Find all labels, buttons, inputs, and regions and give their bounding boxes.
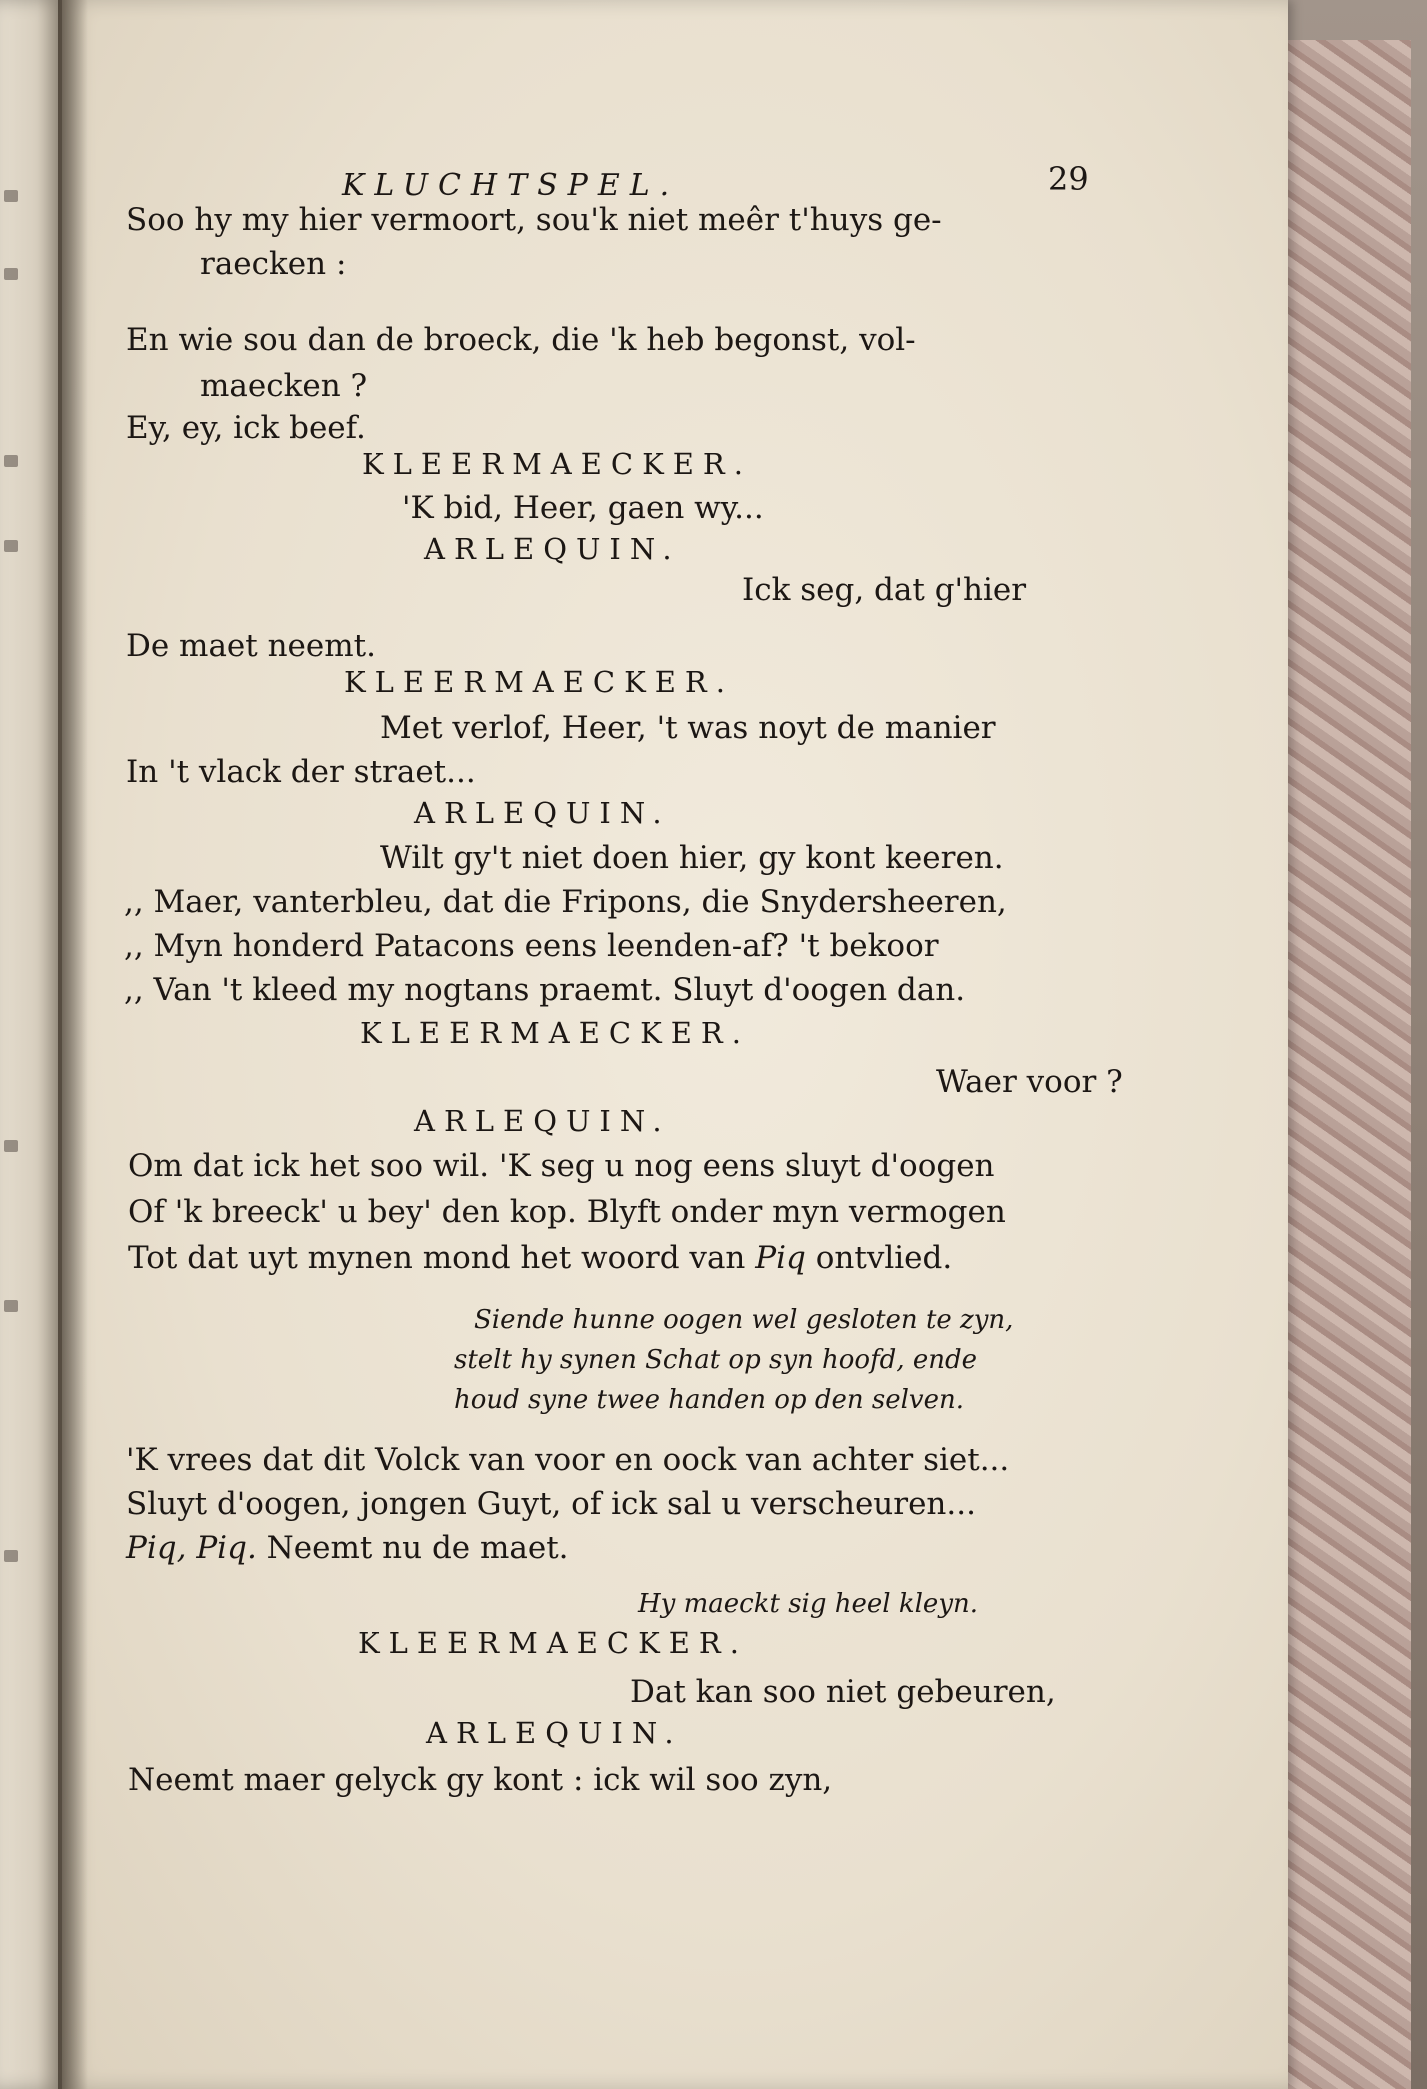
left-page-ink-mark: [4, 1550, 18, 1562]
verse-line: maecken ?: [200, 368, 368, 404]
speaker-name: KLEERMAECKER.: [362, 447, 752, 481]
verse-line: Sluyt d'oogen, jongen Guyt, of ick sal u verscheuren...: [126, 1486, 976, 1522]
stage-direction: stelt hy synen Schat op syn hoofd, ende: [454, 1345, 978, 1375]
verse-line: Waer voor ?: [936, 1064, 1123, 1100]
verse-line: Met verlof, Heer, 't was noyt de manier: [380, 710, 996, 746]
verse-line: Neemt maer gelyck gy kont : ick wil soo zyn,: [128, 1762, 833, 1798]
verse-line: raecken :: [200, 246, 347, 282]
verse-line: 'K bid, Heer, gaen wy...: [402, 490, 764, 526]
speaker-name: ARLEQUIN.: [414, 796, 671, 830]
verse-text: Tot dat uyt mynen mond het woord van: [128, 1240, 756, 1276]
speaker-name: ARLEQUIN.: [424, 532, 681, 566]
verse-line: Of 'k breeck' u bey' den kop. Blyft onder myn vermogen: [128, 1194, 1006, 1230]
speaker-name: KLEERMAECKER.: [358, 1626, 748, 1660]
left-page-ink-mark: [4, 190, 18, 202]
verse-text: Neemt nu de maet.: [256, 1530, 569, 1566]
verse-line: Ey, ey, ick beef.: [126, 410, 366, 446]
left-page-ink-mark: [4, 268, 18, 280]
verse-line: Ick seg, dat g'hier: [742, 572, 1027, 608]
speaker-name: KLEERMAECKER.: [344, 665, 734, 699]
left-page-ink-mark: [4, 455, 18, 467]
verse-line: ,, Myn honderd Patacons eens leenden-af? 't bekoor: [124, 928, 939, 964]
marbled-cover-edge: [1278, 40, 1411, 2089]
stage-direction: houd syne twee handen op den selven.: [454, 1385, 964, 1415]
book-page: [62, 0, 1288, 2089]
verse-italic-word: Piq: [755, 1240, 806, 1276]
verse-line: ,, Van 't kleed my nogtans praemt. Sluyt d'oogen dan.: [124, 972, 966, 1008]
book-gutter-shadow: [58, 0, 88, 2089]
left-page-ink-mark: [4, 540, 18, 552]
verse-line: [126, 1528, 569, 1568]
verse-line: [128, 1238, 952, 1278]
verse-text: ontvlied.: [805, 1240, 953, 1276]
verse-line: De maet neemt.: [126, 628, 376, 664]
page-text: [62, 0, 1288, 2089]
left-page-edge: [0, 0, 62, 2089]
left-page-ink-mark: [4, 1140, 18, 1152]
verse-line: In 't vlack der straet...: [126, 754, 476, 790]
verse-italic-word: Piq, Piq.: [126, 1530, 257, 1566]
verse-line: Wilt gy't niet doen hier, gy kont keeren.: [380, 840, 1004, 876]
speaker-name: ARLEQUIN.: [414, 1104, 671, 1138]
page-number: 29: [1048, 160, 1089, 198]
speaker-name: KLEERMAECKER.: [360, 1016, 750, 1050]
verse-line: 'K vrees dat dit Volck van voor en oock van achter siet...: [126, 1442, 1010, 1478]
verse-line: En wie sou dan de broeck, die 'k heb begonst, vol-: [126, 322, 916, 358]
stage-direction: Hy maeckt sig heel kleyn.: [638, 1589, 979, 1619]
left-page-ink-mark: [4, 1300, 18, 1312]
verse-line: ,, Maer, vanterbleu, dat die Fripons, die Snydersheeren,: [124, 884, 1007, 920]
running-head: KLUCHTSPEL.: [342, 168, 680, 203]
speaker-name: ARLEQUIN.: [426, 1716, 683, 1750]
verse-line: Om dat ick het soo wil. 'K seg u nog eens sluyt d'oogen: [128, 1148, 995, 1184]
verse-line: Dat kan soo niet gebeuren,: [630, 1674, 1056, 1710]
verse-line: Soo hy my hier vermoort, sou'k niet meêr t'huys ge-: [126, 202, 942, 238]
stage-direction: Siende hunne oogen wel gesloten te zyn,: [474, 1305, 1014, 1335]
